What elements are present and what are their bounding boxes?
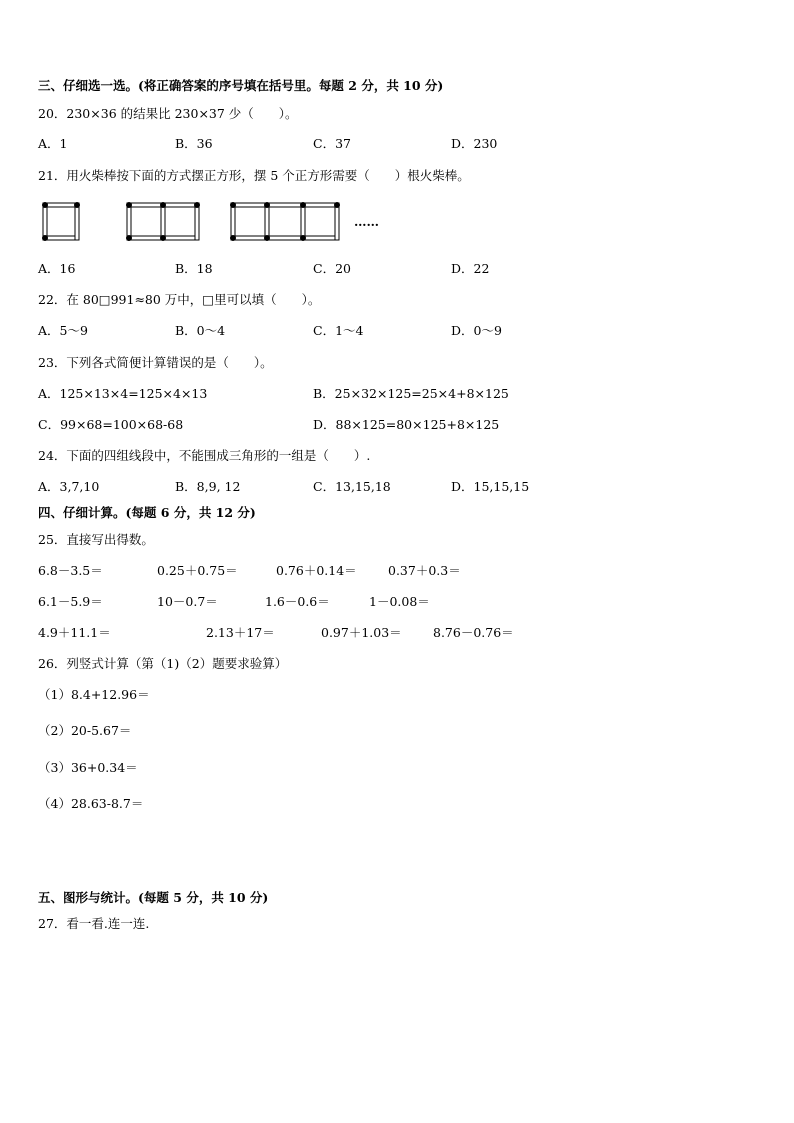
calc-item: 1－0.08＝ xyxy=(369,594,430,609)
section-4-heading: 四、仔细计算。(每题 6 分，共 12 分) xyxy=(38,505,256,520)
calc-item: 1.6－0.6＝ xyxy=(265,594,330,609)
q22-option-b: B．0～4 xyxy=(175,323,226,338)
calc-item: 0.37＋0.3＝ xyxy=(388,563,461,578)
q20-option-b: B．36 xyxy=(175,136,213,151)
q21-ellipsis: …… xyxy=(354,214,379,229)
q24-option-c: C．13,15,18 xyxy=(313,479,391,494)
q23-option-b: B．25×32×125=25×4+8×125 xyxy=(313,386,509,401)
q26-item-2: （2）20-5.67＝ xyxy=(38,723,132,738)
calc-item: 10－0.7＝ xyxy=(157,594,218,609)
matchstick-figure-2 xyxy=(127,203,199,240)
q21-option-c: C．20 xyxy=(313,261,351,276)
section-3-heading: 三、仔细选一选。(将正确答案的序号填在括号里。每题 2 分，共 10 分) xyxy=(38,78,444,93)
section-5-heading: 五、图形与统计。(每题 5 分，共 10 分) xyxy=(38,890,269,905)
q23-option-c: C．99×68=100×68-68 xyxy=(38,417,184,432)
q21-option-b: B．18 xyxy=(175,261,213,276)
calc-item: 4.9＋11.1＝ xyxy=(38,625,111,640)
matchstick-figure-3 xyxy=(231,203,339,240)
q20-stem: 20．230×36 的结果比 230×37 少（ ）。 xyxy=(38,106,298,121)
q20-option-c: C．37 xyxy=(313,136,351,151)
q20-option-a: A．1 xyxy=(38,136,68,151)
calc-item: 6.8－3.5＝ xyxy=(38,563,103,578)
calc-item: 8.76－0.76＝ xyxy=(433,625,514,640)
calc-item: 6.1－5.9＝ xyxy=(38,594,103,609)
calc-item: 2.13＋17＝ xyxy=(206,625,275,640)
q22-option-d: D．0～9 xyxy=(451,323,502,338)
q21-option-d: D．22 xyxy=(451,261,490,276)
matchstick-figure-1 xyxy=(43,203,79,240)
calc-item: 0.25＋0.75＝ xyxy=(157,563,238,578)
matchstick-squares-figure xyxy=(38,198,398,246)
q25-stem: 25．直接写出得数。 xyxy=(38,532,154,547)
q24-option-b: B．8,9, 12 xyxy=(175,479,241,494)
calc-item: 0.76＋0.14＝ xyxy=(276,563,357,578)
q24-option-d: D．15,15,15 xyxy=(451,479,530,494)
q24-stem: 24．下面的四组线段中，不能围成三角形的一组是（ ）. xyxy=(38,448,371,463)
q24-option-a: A．3,7,10 xyxy=(38,479,100,494)
q21-stem: 21．用火柴棒按下面的方式摆正方形，摆 5 个正方形需要（ ）根火柴棒。 xyxy=(38,168,470,183)
calc-item: 0.97＋1.03＝ xyxy=(321,625,402,640)
q23-stem: 23．下列各式简便计算错误的是（ ）。 xyxy=(38,355,273,370)
q26-item-3: （3）36+0.34＝ xyxy=(38,760,138,775)
q22-option-a: A．5～9 xyxy=(38,323,88,338)
q22-option-c: C．1～4 xyxy=(313,323,364,338)
q26-item-1: （1）8.4+12.96＝ xyxy=(38,687,150,702)
q20-option-d: D．230 xyxy=(451,136,498,151)
q22-stem: 22．在 80□991≈80 万中，□里可以填（ ）。 xyxy=(38,292,321,307)
q23-option-a: A．125×13×4=125×4×13 xyxy=(38,386,208,401)
q27-stem: 27．看一看.连一连. xyxy=(38,916,150,931)
q26-stem: 26．列竖式计算（第（1)（2）题要求验算） xyxy=(38,656,288,671)
q21-option-a: A．16 xyxy=(38,261,76,276)
q26-item-4: （4）28.63-8.7＝ xyxy=(38,796,144,811)
q23-option-d: D．88×125=80×125+8×125 xyxy=(313,417,500,432)
